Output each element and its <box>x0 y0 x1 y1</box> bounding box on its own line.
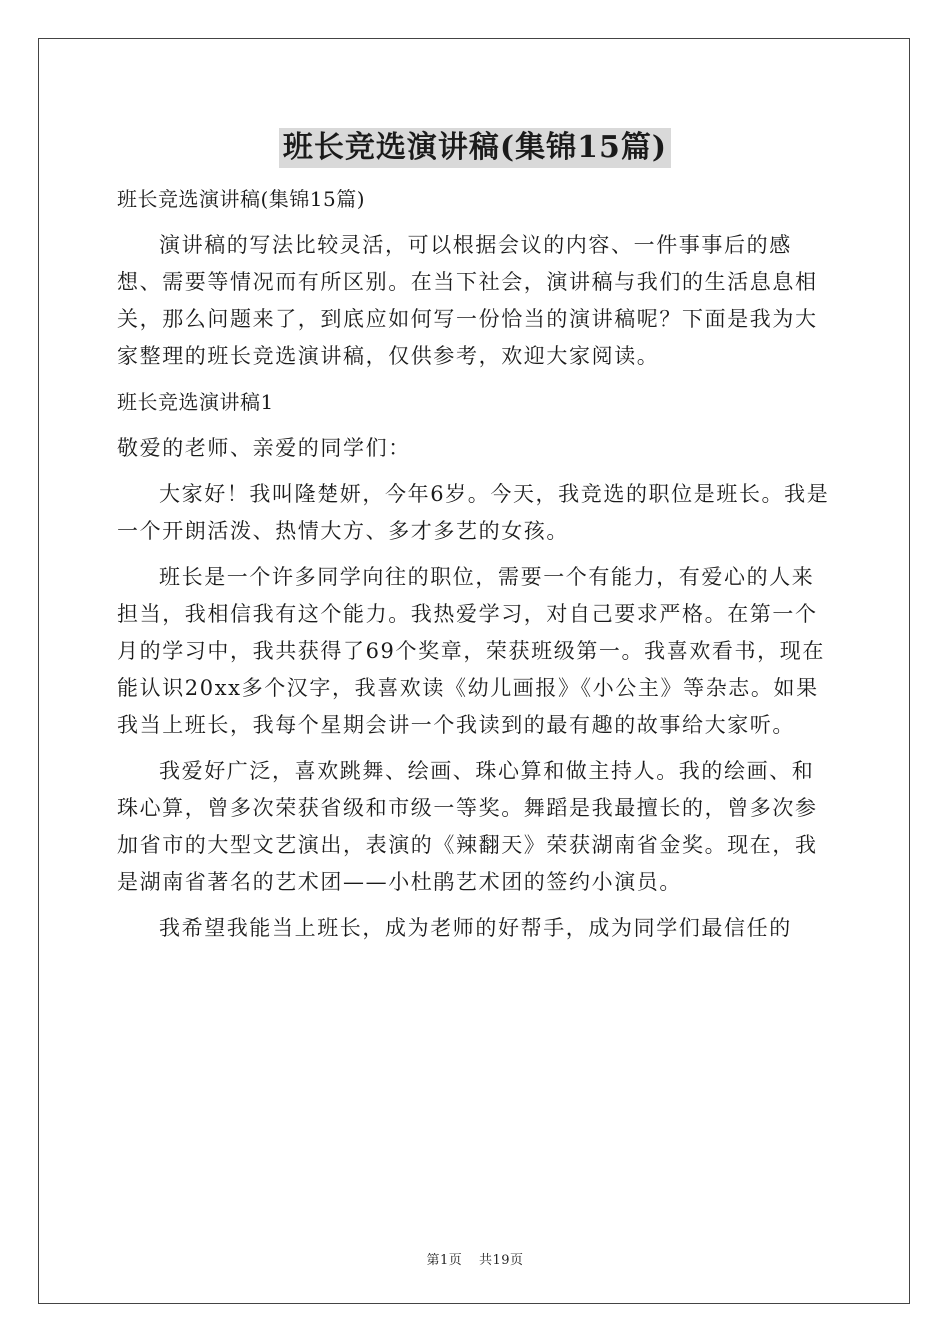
body-paragraph: 我爱好广泛，喜欢跳舞、绘画、珠心算和做主持人。我的绘画、和珠心算，曾多次荣获省级和市级一等奖。舞蹈是我最擅长的，曾多次参加省市的大型文艺演出，表演的《辣翻天》荣获湖南省金奖。现在，我是湖南省著名的艺术团——小杜鹃艺术团的签约小演员。 <box>117 759 818 894</box>
document-subtitle: 班长竞选演讲稿(集锦15篇) <box>117 187 366 211</box>
page-count: 共19页 <box>478 1253 524 1268</box>
section-heading: 班长竞选演讲稿1 <box>117 390 274 414</box>
body-paragraph: 我希望我能当上班长，成为老师的好帮手，成为同学们最信任的 <box>159 916 792 940</box>
title-container <box>0 128 950 168</box>
body-paragraph: 班长是一个许多同学向往的职位，需要一个有能力，有爱心的人来担当，我相信我有这个能力。我热爱学习，对自己要求严格。在第一个月的学习中，我共获得了69个奖章，荣获班级第一。我喜欢看书，现在能认识20xx多个汉字，我喜欢读《幼儿画报》《小公主》等杂志。如果我当上班长，我每个星期会讲一个我读到的最有趣的故事给大家听。 <box>117 565 825 737</box>
body-paragraph: 大家好！我叫隆楚妍，今年6岁。今天，我竞选的职位是班长。我是一个开朗活泼、热情大方、多才多艺的女孩。 <box>117 482 830 543</box>
greeting-line: 敬爱的老师、亲爱的同学们： <box>117 436 411 460</box>
document-title: 班长竞选演讲稿(集锦15篇) <box>279 128 671 168</box>
intro-paragraph: 演讲稿的写法比较灵活，可以根据会议的内容、一件事事后的感想、需要等情况而有所区别。在当下社会，演讲稿与我们的生活息息相关，那么问题来了，到底应如何写一份恰当的演讲稿呢？下面是我为大家整理的班长竞选演讲稿，仅供参考，欢迎大家阅读。 <box>117 233 818 368</box>
page-number: 第1页 <box>426 1253 463 1268</box>
document-body <box>117 181 835 956</box>
page-footer <box>0 1249 950 1268</box>
